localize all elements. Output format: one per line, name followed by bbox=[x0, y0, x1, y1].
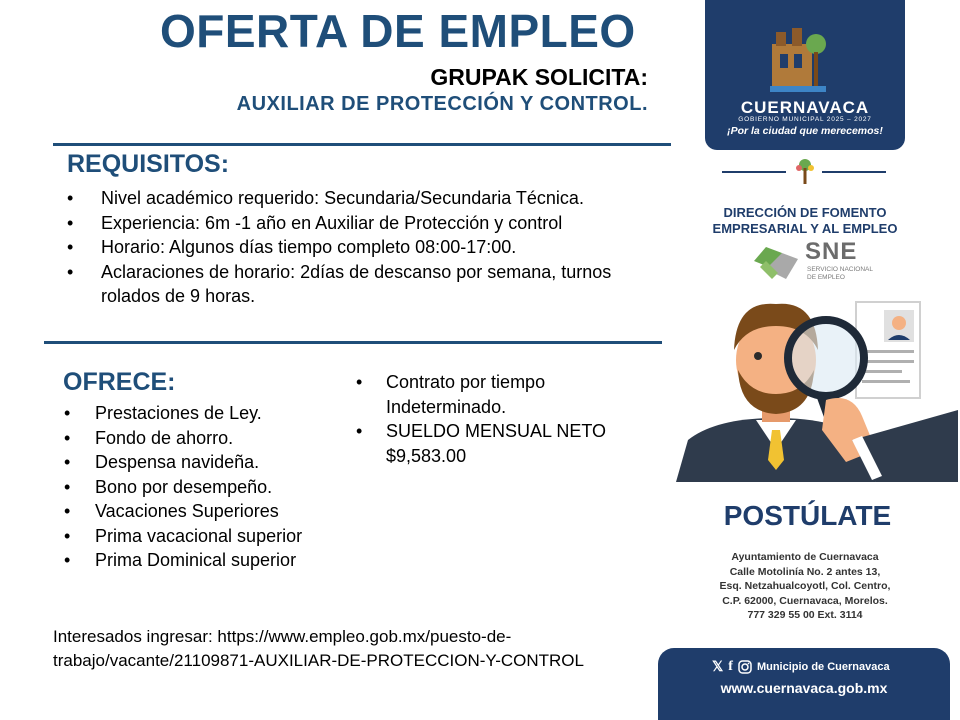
application-instructions: Interesados ingresar: https://www.empleo.gob.mx/puesto-de-trabajo/vacante/21109871-AUXILIAR-DE-PROTECCION-Y-CONTROL bbox=[53, 627, 584, 670]
sne-subtitle-line: DE EMPLEO bbox=[807, 274, 845, 281]
list-item: • Aclaraciones de horario: 2días de descanso por semana, turnos rolados de 9 horas. bbox=[64, 260, 664, 309]
ofrece-list-secondary bbox=[352, 370, 612, 468]
city-slogan: ¡Por la ciudad que merecemos! bbox=[727, 125, 883, 137]
address-line: Calle Motolinía No. 2 antes 13, bbox=[729, 565, 881, 578]
list-item: • Bono por desempeño. bbox=[60, 475, 360, 500]
list-item: • Prima Dominical superior bbox=[60, 548, 360, 573]
direction-title: DIRECCIÓN DE FOMENTO EMPRESARIAL Y AL EMPLEO bbox=[712, 205, 898, 236]
tree-icon bbox=[795, 158, 815, 186]
list-item: • SUELDO MENSUAL NETO $9,583.00 bbox=[352, 419, 612, 468]
cuernavaca-crest-logo bbox=[768, 24, 828, 96]
divider-left bbox=[722, 171, 786, 173]
page-title: OFERTA DE EMPLEO bbox=[160, 5, 636, 57]
social-handle: Municipio de Cuernavaca bbox=[756, 660, 890, 673]
address-line: Ayuntamiento de Cuernavaca bbox=[731, 551, 879, 563]
facebook-icon[interactable]: f bbox=[728, 658, 733, 674]
list-item: • Fondo de ahorro. bbox=[60, 426, 360, 451]
city-name: CUERNAVACA bbox=[740, 98, 870, 117]
address-line: C.P. 62000, Cuernavaca, Morelos. bbox=[722, 594, 888, 607]
list-item: • Nivel académico requerido: Secundaria/Secundaria Técnica. bbox=[64, 186, 664, 211]
sne-subtitle-line: SERVICIO NACIONAL bbox=[807, 266, 873, 273]
address-line: Esq. Netzahualcoyotl, Col. Centro, bbox=[719, 580, 891, 592]
social-row bbox=[712, 658, 890, 675]
apply-call-to-action: POSTÚLATE bbox=[723, 500, 892, 531]
divider-middle bbox=[44, 341, 662, 344]
list-item: • Prima vacacional superior bbox=[60, 524, 360, 549]
list-item: • Contrato por tiempo Indeterminado. bbox=[352, 370, 612, 419]
handshake-icon bbox=[752, 239, 802, 283]
requisitos-heading: REQUISITOS: bbox=[67, 150, 230, 178]
recruiter-illustration bbox=[676, 290, 958, 482]
government-period: GOBIERNO MUNICIPAL 2025 – 2027 bbox=[738, 116, 872, 123]
list-item: • Despensa navideña. bbox=[60, 450, 360, 475]
divider-top bbox=[53, 143, 671, 146]
list-item: • Horario: Algunos días tiempo completo 08:00-17:00. bbox=[64, 235, 664, 260]
x-icon[interactable]: 𝕏 bbox=[712, 658, 724, 674]
job-position: AUXILIAR DE PROTECCIÓN Y CONTROL. bbox=[236, 93, 648, 115]
sne-subtitle bbox=[807, 266, 873, 282]
list-item: • Prestaciones de Ley. bbox=[60, 401, 360, 426]
divider-right bbox=[822, 171, 886, 173]
ofrece-list bbox=[60, 401, 360, 573]
office-address bbox=[690, 550, 920, 623]
sne-logo-text: SNE bbox=[805, 238, 858, 265]
list-item: • Experiencia: 6m -1 año en Auxiliar de Protección y control bbox=[64, 211, 664, 236]
ofrece-heading: OFRECE: bbox=[63, 368, 176, 396]
company-subtitle: GRUPAK SOLICITA: bbox=[430, 64, 648, 90]
instagram-icon[interactable] bbox=[738, 660, 752, 674]
website-link[interactable]: www.cuernavaca.gob.mx bbox=[720, 680, 888, 696]
address-line: 777 329 55 00 Ext. 3114 bbox=[747, 609, 863, 621]
list-item: • Vacaciones Superiores bbox=[60, 499, 360, 524]
requisitos-list bbox=[64, 186, 664, 309]
